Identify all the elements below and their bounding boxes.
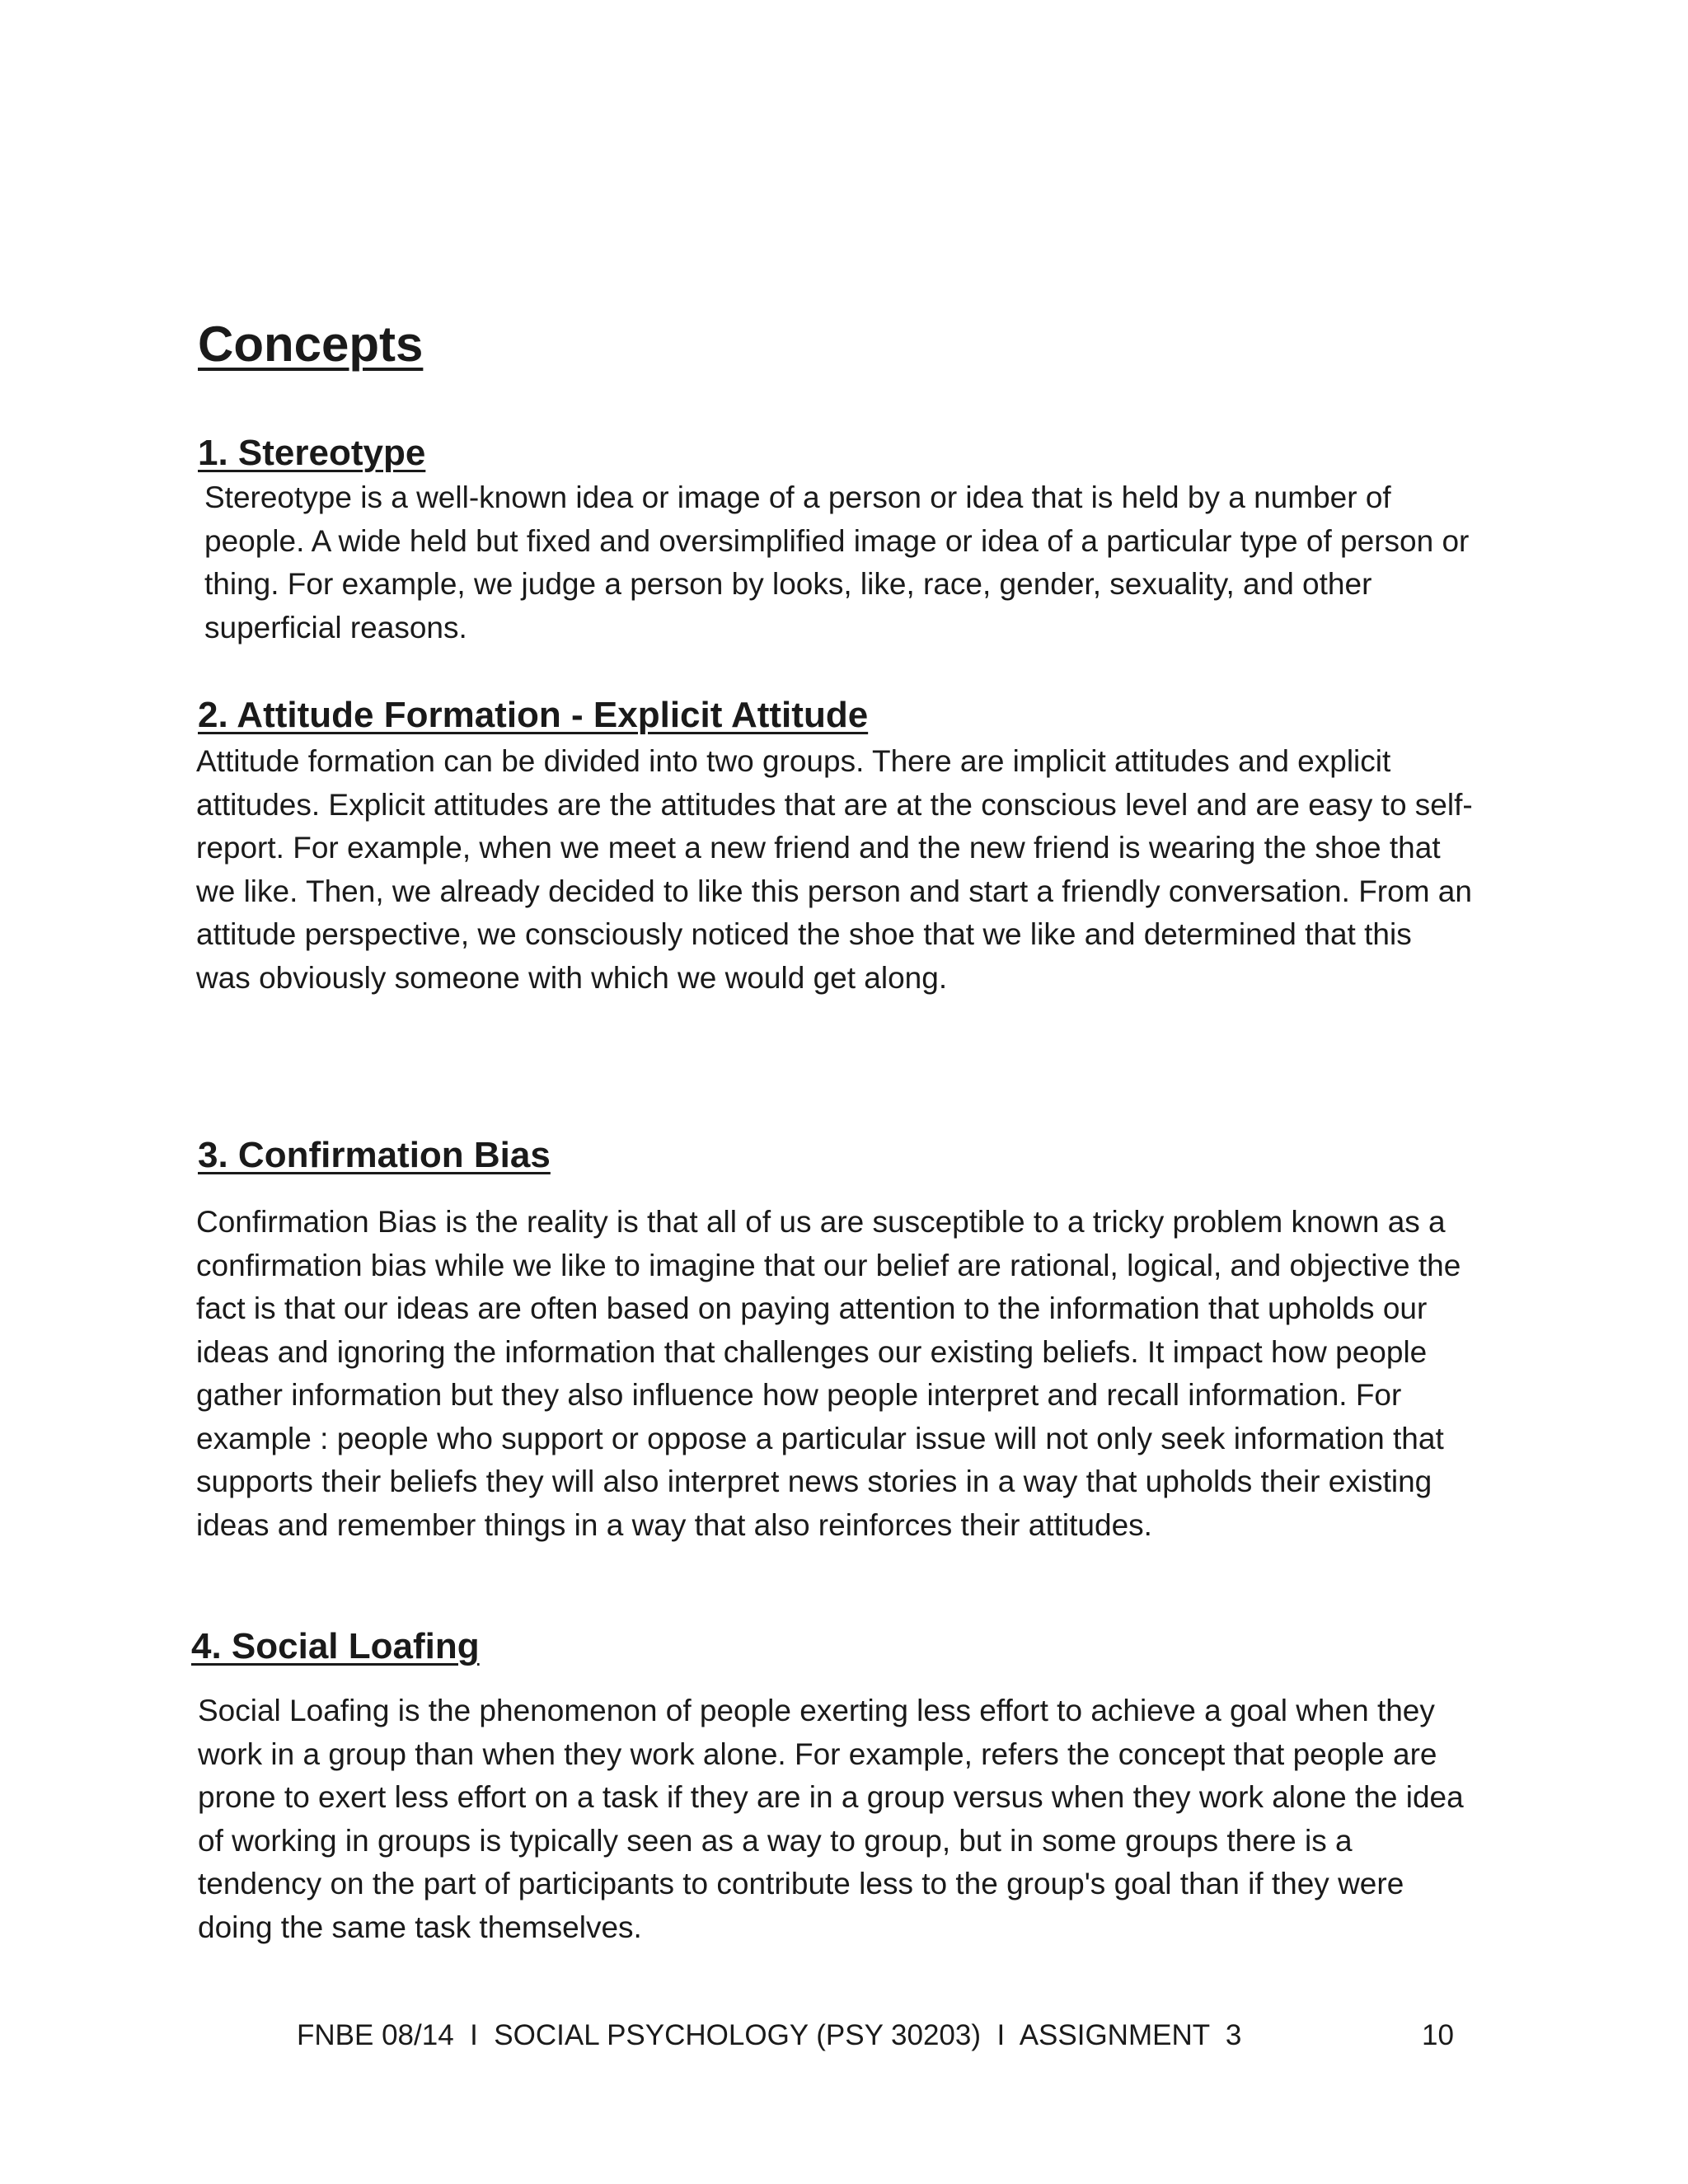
section-body-stereotype: Stereotype is a well-known idea or image of a person or idea that is held by a number of people. A wide held but fixed and oversimplified image or idea of a particular type of person or thing. For example, we judge a person by looks, like, race, gender, sexuality, and other superficial reasons.	[204, 480, 1470, 644]
page-number: 10	[1422, 2019, 1454, 2051]
page-footer	[0, 2015, 1688, 2056]
section-heading-attitude-formation: 2. Attitude Formation - Explicit Attitude	[198, 695, 869, 735]
section-heading-confirmation-bias: 3. Confirmation Bias	[198, 1135, 551, 1175]
section-heading-stereotype: 1. Stereotype	[198, 433, 426, 473]
section-heading-social-loafing: 4. Social Loafing	[191, 1626, 480, 1666]
section-body-social-loafing: Social Loafing is the phenomenon of people exerting less effort to achieve a goal when they work in a group than when they work alone. For example, refers the concept that people are prone to exert less effort on a task if they are in a group versus when they work alone the idea of working in groups is typically seen as a way to group, but in some groups there is a tendency on the part of participants to contribute less to the group's goal than if they were doing the same task themselves.	[198, 1694, 1464, 1944]
section-body-confirmation-bias: Confirmation Bias is the reality is that all of us are susceptible to a tricky problem known as a confirmation bias while we like to imagine that our belief are rational, logical, and objective the fact is that our ideas are often based on paying attention to the information that upholds our ideas and ignoring the information that challenges our existing beliefs. It impact how people gather information but they also influence how people interpret and recall information. For example : people who support or oppose a particular issue will not only seek information that supports their beliefs they will also interpret news stories in a way that upholds their existing ideas and remember things in a way that also reinforces their attitudes.	[196, 1205, 1461, 1542]
section-body-attitude-formation: Attitude formation can be divided into two groups. There are implicit attitudes and explicit attitudes. Explicit attitudes are the attitudes that are at the conscious level and are easy to self-report. For example, when we meet a new friend and the new friend is wearing the shoe that we like. Then, we already decided to like this person and start a friendly conversation. From an attitude perspective, we consciously noticed the shoe that we like and determined that this was obviously someone with which we would get along.	[196, 744, 1473, 995]
page-title: Concepts	[198, 316, 424, 372]
footer-course-info: FNBE 08/14 I SOCIAL PSYCHOLOGY (PSY 30203) I ASSIGNMENT 3	[297, 2019, 1242, 2051]
